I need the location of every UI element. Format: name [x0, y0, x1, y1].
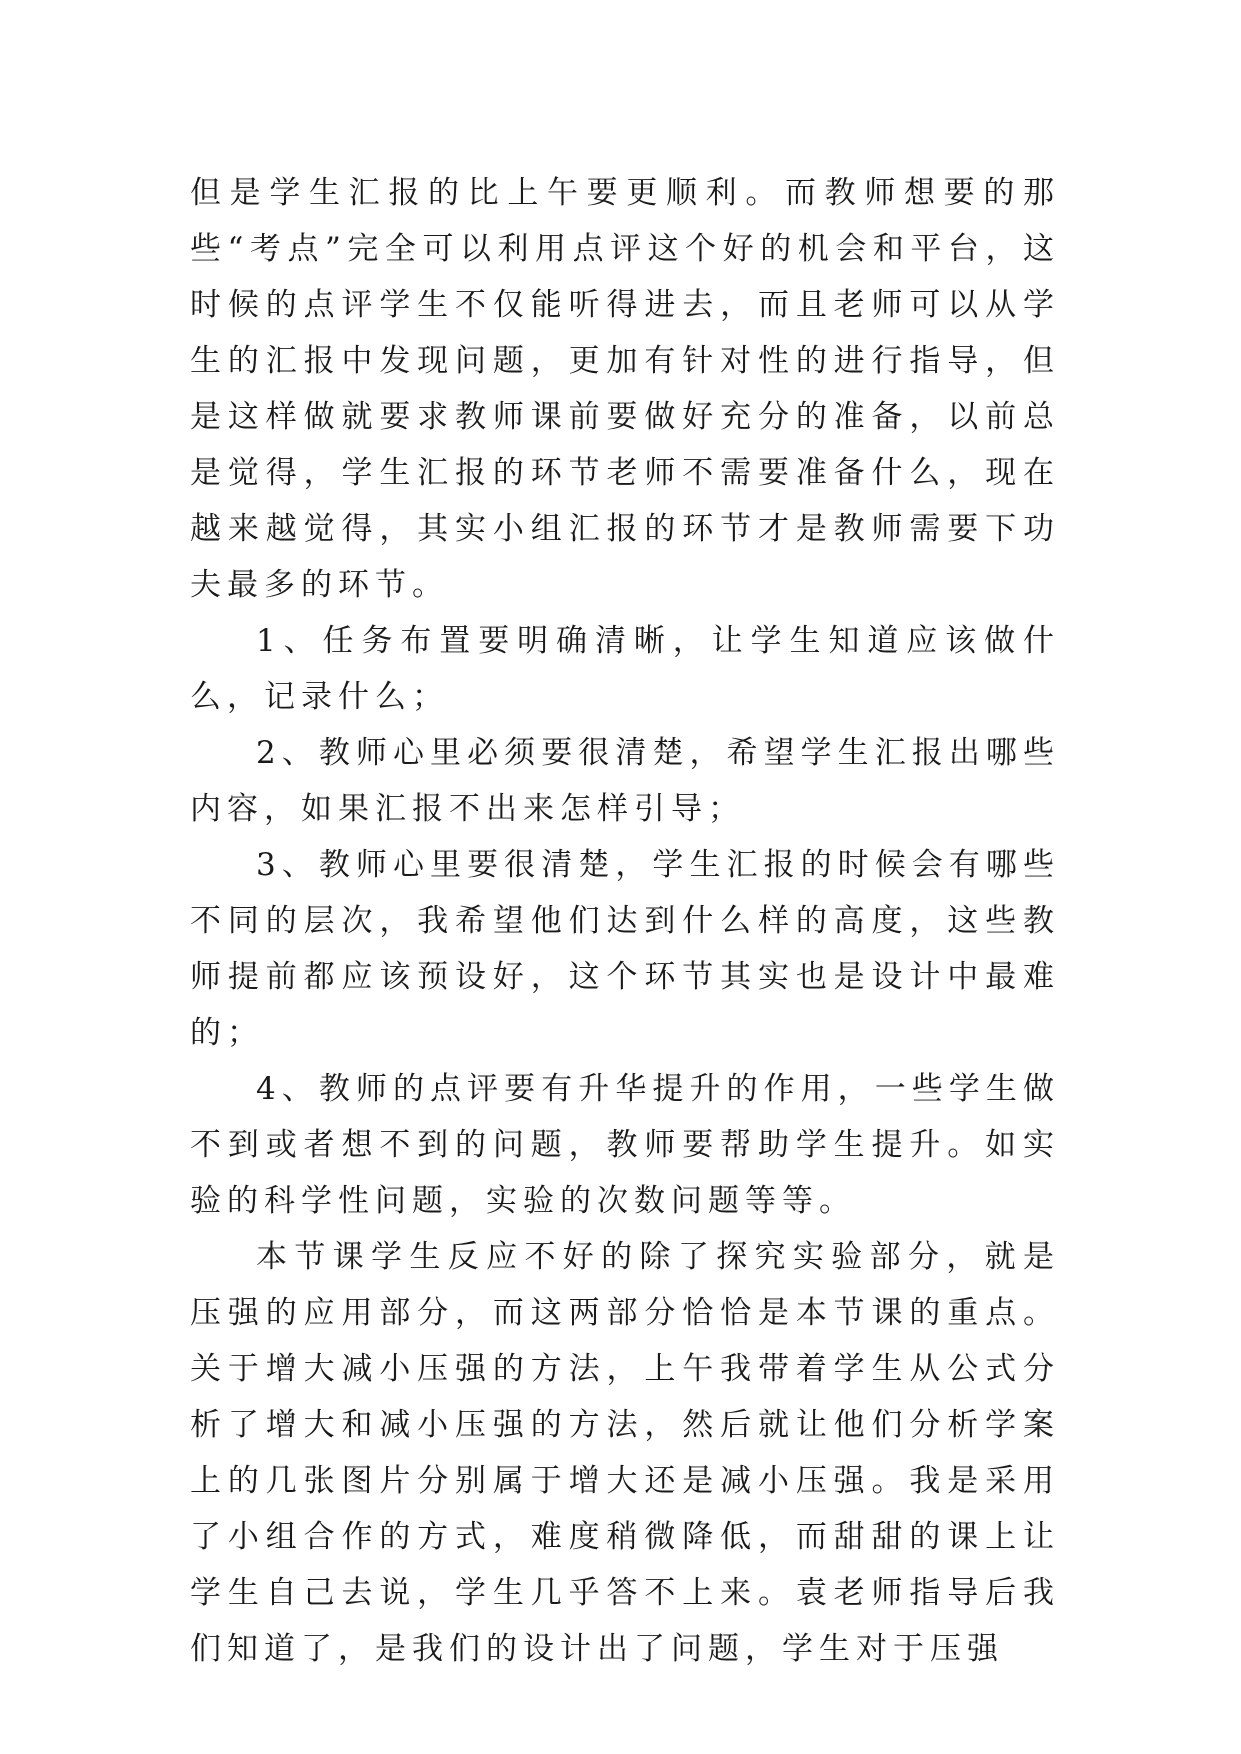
- paragraph-point-2: 2、教师心里必须要很清楚，希望学生汇报出哪些内容，如果汇报不出来怎样引导；: [190, 735, 1060, 827]
- paragraph-point-1: 1、任务布置要明确清晰，让学生知道应该做什么，记录什么；: [190, 623, 1060, 715]
- paragraph-pressure-application: 本节课学生反应不好的除了探究实验部分，就是压强的应用部分，而这两部分恰恰是本节课的重点。关于增大减小压强的方法，上午我带着学生从公式分析了增大和减小压强的方法，然后就让他们分析学案上的几张图片分别属于增大还是减小压强。我是采用了小组合作的方式，难度稍微降低，而甜甜的课上让学生自己去说，学生几乎答不上来。袁老师指导后我们知道了，是我们的设计出了问题，学生对于压强: [190, 1239, 1060, 1667]
- paragraph-intro: 但是学生汇报的比上午要更顺利。而教师想要的那些“考点”完全可以利用点评这个好的机会和平台，这时候的点评学生不仅能听得进去，而且老师可以从学生的汇报中发现问题，更加有针对性的进行指导，但是这样做就要求教师课前要做好充分的准备，以前总是觉得，学生汇报的环节老师不需要准备什么，现在越来越觉得，其实小组汇报的环节才是教师需要下功夫最多的环节。: [190, 175, 1060, 603]
- paragraph-point-4: 4、教师的点评要有升华提升的作用，一些学生做不到或者想不到的问题，教师要帮助学生提升。如实验的科学性问题，实验的次数问题等等。: [190, 1071, 1060, 1219]
- paragraph-point-3: 3、教师心里要很清楚，学生汇报的时候会有哪些不同的层次，我希望他们达到什么样的高度，这些教师提前都应该预设好，这个环节其实也是设计中最难的；: [190, 847, 1060, 1051]
- document-body: [190, 165, 1060, 1677]
